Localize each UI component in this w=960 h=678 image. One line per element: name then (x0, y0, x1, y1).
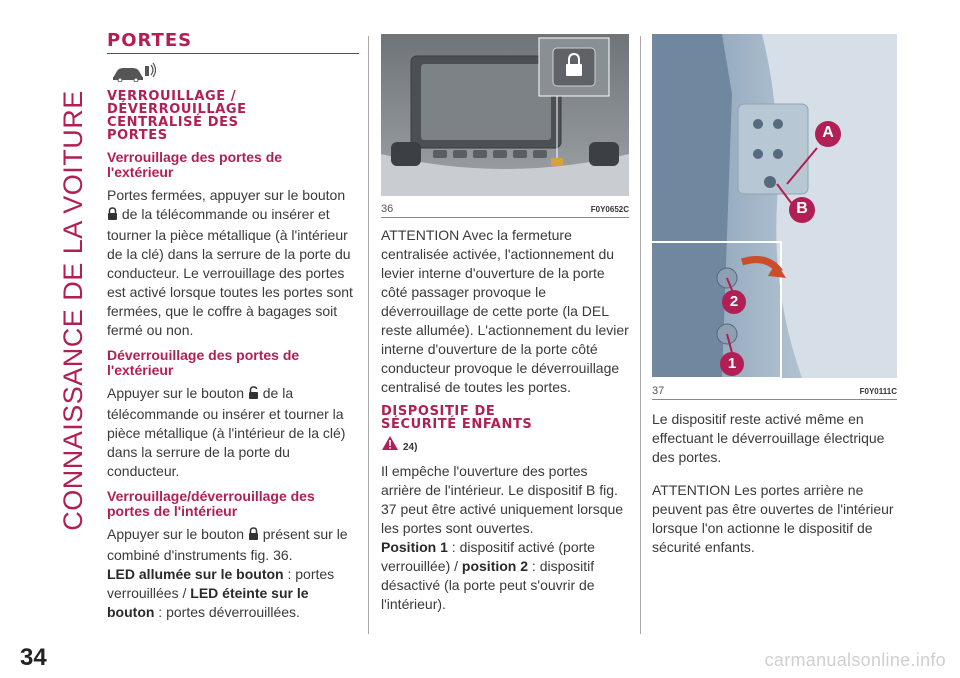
section-title-portes: PORTES (107, 30, 193, 51)
figure-36 (381, 34, 629, 218)
warning-reference-number: 24) (403, 442, 418, 453)
paragraph-attention-rear-doors: ATTENTION Les portes arrière ne peuvent pas être ouvertes de l'intérieur lorsque l'on actionne le dispositif de sécurité enfants. (652, 482, 894, 555)
figure-37 (652, 34, 897, 400)
heading-unlock-exterior: Déverrouillage des portes de l'extérieur (107, 347, 300, 378)
side-chapter-title-text: CONNAISSANCE DE LA VOITURE (57, 89, 88, 531)
side-chapter-title (56, 30, 90, 590)
paragraph-lock-exterior: Portes fermées, appuyer sur le bouton de la télécommande ou insérer et tourner la pièce métallique (à l'intérieur de la clé) dans la serrure de la porte du conducteur. Le verrouillage des portes est activé lorsque toutes les portes sont fermées, que le coffre à bagages soit fermé ou non. (107, 187, 353, 338)
lock-open-icon (248, 386, 259, 405)
paragraph-attention-central-lock: ATTENTION Avec la fermeture centralisée activée, l'actionnement du levier interne d'ouverture de la porte côté passager provoque le déverrouillage de cette porte (la DEL reste allumée). L'actionnement du levier interne d'ouverture de la porte côté conducteur provoque le déverrouillage centralisé de toutes les portes. (381, 227, 629, 395)
figure-37-number: 37 (652, 385, 665, 397)
section-rule (107, 53, 359, 54)
section-title-child-safety: DISPOSITIF DE SÉCURITÉ ENFANTS (381, 404, 533, 432)
label-b: B (796, 200, 808, 217)
subsection-title-verrouillage: VERROUILLAGE / DÉVERROUILLAGE CENTRALISÉ DES PORTES (107, 89, 247, 143)
figure-37-rule (652, 399, 897, 400)
figure-36-number: 36 (381, 203, 394, 215)
column-3 (652, 34, 897, 557)
figure-37-caption (652, 383, 897, 397)
heading-lock-exterior: Verrouillage des portes de l'extérieur (107, 149, 283, 180)
paragraph-child-safety: Il empêche l'ouverture des portes arrière de l'intérieur. Le dispositif B fig. 37 peut être activé uniquement lorsque les portes sont ouvertes. Position 1 : dispositif activé (porte verrouillée) / position 2 : dispositif désactivé (la porte peut s'ouvrir de l'intérieur). (381, 463, 624, 612)
label-1: 1 (727, 355, 737, 372)
paragraph-interior: Appuyer sur le bouton présent sur le combiné d'instruments fig. 36. LED allumée sur le bouton : portes verrouillées / LED éteinte sur le bouton : portes déverrouillées. (107, 526, 348, 620)
column-divider-1 (368, 36, 369, 634)
figure-37-code: F0Y0111C (859, 386, 897, 396)
column-divider-2 (640, 36, 641, 634)
label-a: A (822, 124, 834, 141)
child-safety-lock-image (652, 34, 897, 378)
heading-interior: Verrouillage/déverrouillage des portes de l'intérieur (107, 488, 315, 519)
figure-36-rule (381, 217, 629, 218)
paragraph-unlock-exterior: Appuyer sur le bouton de la télécommande ou insérer et tourner la pièce métallique (à l'intérieur de la clé) dans la serrure de la porte du conducteur. (107, 385, 346, 479)
page-number: 34 (20, 644, 47, 671)
column-1 (107, 30, 359, 622)
car-remote-icon (107, 62, 359, 84)
column-2 (381, 34, 629, 614)
warning-reference (381, 435, 629, 456)
lock-closed-icon (107, 207, 118, 226)
figure-36-caption (381, 201, 629, 215)
label-2: 2 (729, 293, 739, 310)
warning-triangle-icon (381, 435, 399, 456)
dashboard-lock-button-image (381, 34, 629, 196)
figure-36-code: F0Y0652C (590, 204, 629, 214)
lock-button-icon (248, 527, 259, 546)
paragraph-device-active: Le dispositif reste activé même en effectuant le déverrouillage électrique des portes. (652, 411, 885, 465)
watermark: carmanualsonline.info (764, 650, 946, 670)
